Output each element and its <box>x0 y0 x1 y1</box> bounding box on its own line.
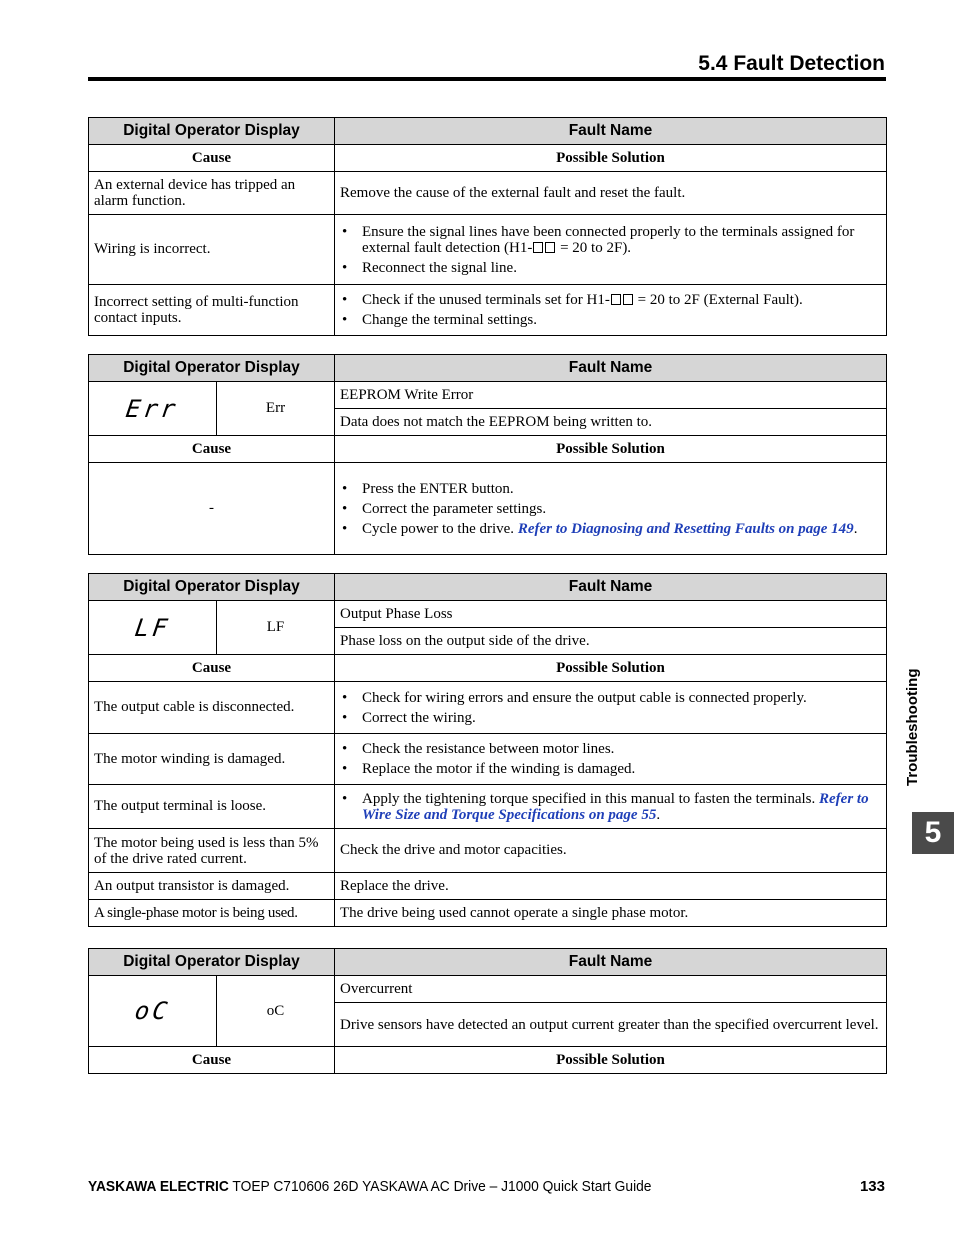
fault-code: oC <box>217 976 335 1047</box>
table-row <box>89 734 887 785</box>
solution-bullet: • Correct the wiring. <box>340 710 881 726</box>
solution-bullet: • Check the resistance between motor lines. <box>340 741 881 757</box>
lcd-glyph: LF <box>133 613 172 642</box>
chapter-tab: 5 <box>912 812 954 854</box>
solution-col-header: Possible Solution <box>335 655 887 682</box>
table-row <box>89 900 887 927</box>
solution-cell <box>335 785 887 829</box>
name-col-header: Fault Name <box>335 949 887 976</box>
lcd-glyph: oC <box>133 997 172 1025</box>
table-row <box>89 172 887 215</box>
cause-cell: An external device has tripped an alarm function. <box>89 172 335 215</box>
cause-cell: Wiring is incorrect. <box>89 215 335 285</box>
name-col-header: Fault Name <box>335 574 887 601</box>
fault-description: Phase loss on the output side of the drive. <box>335 628 887 655</box>
solution-cell <box>335 285 887 336</box>
cause-col-header: Cause <box>89 145 335 172</box>
table-row <box>89 285 887 336</box>
lcd-display <box>89 976 217 1047</box>
solution-col-header: Possible Solution <box>335 1047 887 1074</box>
cause-cell: The motor being used is less than 5% of the drive rated current. <box>89 829 335 873</box>
solution-bullet: • Replace the motor if the winding is damaged. <box>340 761 881 777</box>
cause-cell: An output transistor is damaged. <box>89 873 335 900</box>
side-section-label: Troubleshooting <box>904 668 921 786</box>
display-col-header: Digital Operator Display <box>89 355 335 382</box>
table-row <box>89 785 887 829</box>
solution-bullet: • Check if the unused terminals set for H1- = 20 to 2F (External Fault). <box>340 292 881 308</box>
fault-table-ef <box>88 117 887 336</box>
cause-col-header: Cause <box>89 436 335 463</box>
cause-cell: Incorrect setting of multi-function contact inputs. <box>89 285 335 336</box>
display-col-header: Digital Operator Display <box>89 118 335 145</box>
solution-cell <box>335 682 887 734</box>
lcd-display <box>89 382 217 436</box>
display-col-header: Digital Operator Display <box>89 574 335 601</box>
fault-name: Output Phase Loss <box>335 601 887 628</box>
footer <box>88 1178 651 1195</box>
solution-cell: Replace the drive. <box>335 873 887 900</box>
placeholder-box-icon <box>545 242 555 253</box>
fault-table-oc <box>88 948 887 1074</box>
fault-code: Err <box>217 382 335 436</box>
cause-cell: The motor winding is damaged. <box>89 734 335 785</box>
solution-cell: Remove the cause of the external fault and reset the fault. <box>335 172 887 215</box>
lcd-glyph: Err <box>124 394 181 423</box>
solution-bullet: • Reconnect the signal line. <box>340 260 881 276</box>
section-title: 5.4 Fault Detection <box>698 52 885 75</box>
fault-name: EEPROM Write Error <box>335 382 887 409</box>
cause-cell: A single-phase motor is being used. <box>89 900 335 927</box>
solution-bullet: • Press the ENTER button. <box>340 481 881 497</box>
placeholder-box-icon <box>623 294 633 305</box>
page-number: 133 <box>859 1178 885 1195</box>
solution-col-header: Possible Solution <box>335 145 887 172</box>
name-col-header: Fault Name <box>335 355 887 382</box>
solution-cell <box>335 463 887 555</box>
footer-text: TOEP C710606 26D YASKAWA AC Drive – J1000 Quick Start Guide <box>228 1178 652 1195</box>
cause-cell: The output cable is disconnected. <box>89 682 335 734</box>
solution-bullet: • Apply the tightening torque specified in this manual to fasten the terminals. Refer to Wire Size and Torque Specifications on page 55. <box>340 791 881 823</box>
fault-code: LF <box>217 601 335 655</box>
fault-table-err <box>88 354 887 555</box>
solution-bullet: • Cycle power to the drive. Refer to Diagnosing and Resetting Faults on page 149. <box>340 521 881 537</box>
solution-bullet: • Ensure the signal lines have been connected properly to the terminals assigned for external fault detection (H1- = 20 to 2F). <box>340 224 881 256</box>
header-rule <box>88 77 886 81</box>
fault-description: Data does not match the EEPROM being written to. <box>335 409 887 436</box>
solution-bullet: • Check for wiring errors and ensure the output cable is connected properly. <box>340 690 881 706</box>
solution-cell: Check the drive and motor capacities. <box>335 829 887 873</box>
cause-cell: The output terminal is loose. <box>89 785 335 829</box>
solution-cell: The drive being used cannot operate a single phase motor. <box>335 900 887 927</box>
solution-bullet: • Correct the parameter settings. <box>340 501 881 517</box>
cause-cell: - <box>89 463 335 555</box>
fault-name: Overcurrent <box>335 976 887 1003</box>
cause-col-header: Cause <box>89 655 335 682</box>
placeholder-box-icon <box>533 242 543 253</box>
solution-bullet: • Change the terminal settings. <box>340 312 881 328</box>
footer-brand: YASKAWA ELECTRIC <box>88 1178 229 1195</box>
table-row <box>89 215 887 285</box>
cause-col-header: Cause <box>89 1047 335 1074</box>
table-row <box>89 682 887 734</box>
solution-cell <box>335 734 887 785</box>
display-col-header: Digital Operator Display <box>89 949 335 976</box>
page-link[interactable]: Refer to Wire Size and Torque Specifications on page 55 <box>362 790 869 823</box>
table-row <box>89 829 887 873</box>
name-col-header: Fault Name <box>335 118 887 145</box>
placeholder-box-icon <box>611 294 621 305</box>
solution-col-header: Possible Solution <box>335 436 887 463</box>
lcd-display <box>89 601 217 655</box>
fault-table-lf <box>88 573 887 927</box>
fault-description: Drive sensors have detected an output current greater than the specified overcurrent level. <box>335 1003 887 1047</box>
table-row <box>89 463 887 555</box>
table-row <box>89 873 887 900</box>
page-link[interactable]: Refer to Diagnosing and Resetting Faults on page 149 <box>517 520 854 537</box>
solution-cell <box>335 215 887 285</box>
